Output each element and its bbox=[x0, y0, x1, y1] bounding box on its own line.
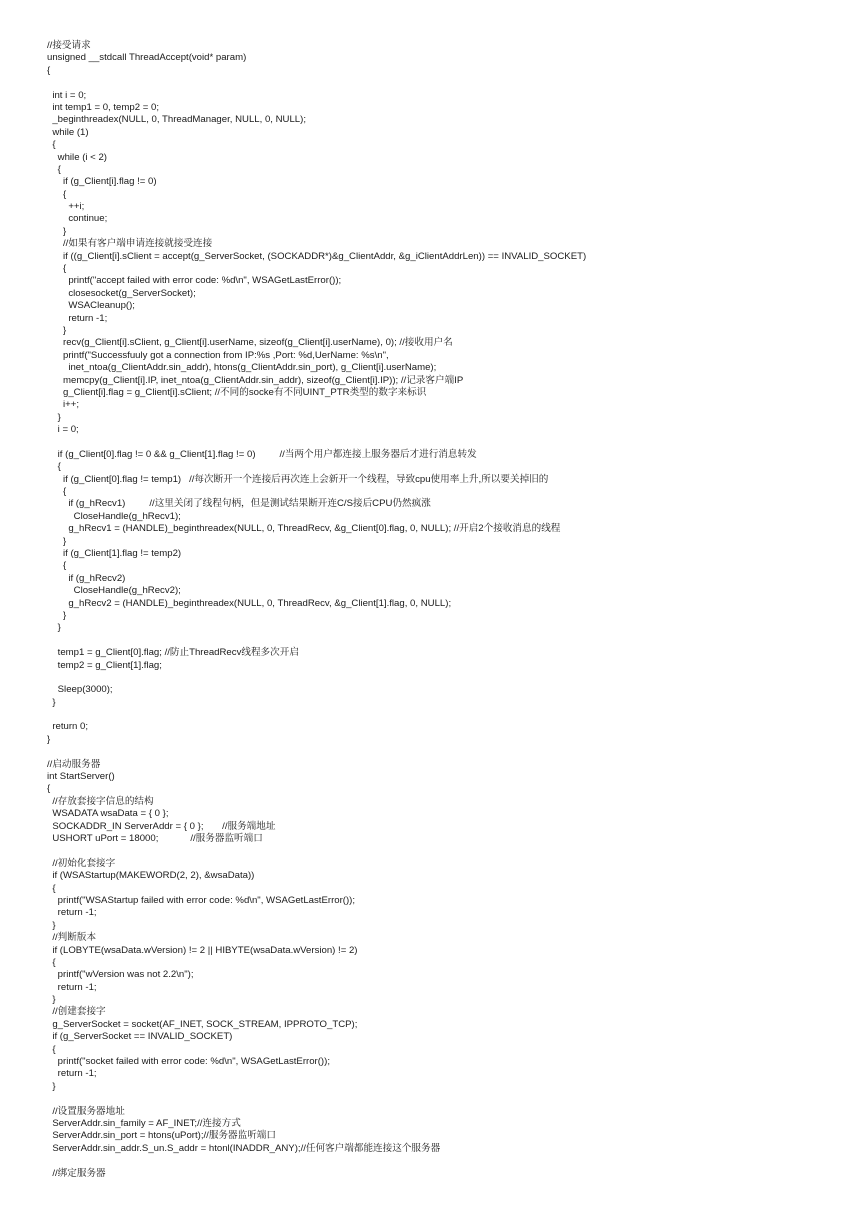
code-line: //接受请求 bbox=[47, 40, 91, 51]
code-line: g_Client[i].flag = g_Client[i].sClient; //不同的socke有不同UINT_PTR类型的数字来标识 bbox=[47, 386, 427, 398]
code-line: if (g_Client[0].flag != temp1) //每次断开一个连接后再次连上会新开一个线程，导致cpu使用率上升,所以要关掉旧的 bbox=[47, 473, 549, 485]
code-line: } bbox=[47, 919, 56, 931]
code-line: //如果有客户端申请连接就接受连接 bbox=[47, 238, 213, 250]
code-line: if (g_Client[1].flag != temp2) bbox=[47, 548, 182, 560]
code-line: unsigned __stdcall ThreadAccept(void* param) bbox=[47, 52, 247, 64]
code-line: return -1; bbox=[47, 312, 108, 324]
code-line: } bbox=[47, 324, 67, 336]
code-line: { bbox=[47, 1043, 56, 1055]
code-line: { bbox=[47, 188, 67, 200]
code-line: continue; bbox=[47, 213, 108, 225]
code-line: if (g_hRecv2) bbox=[47, 572, 126, 584]
code-line: ++i; bbox=[47, 201, 85, 213]
code-listing bbox=[47, 40, 847, 1180]
code-line: } bbox=[47, 1080, 56, 1092]
code-line: } bbox=[47, 733, 51, 745]
code-line: temp1 = g_Client[0].flag; //防止ThreadRecv线程多次开启 bbox=[47, 647, 299, 659]
code-line bbox=[47, 709, 847, 721]
code-line: temp2 = g_Client[1].flag; bbox=[47, 659, 162, 671]
code-line: if ((g_Client[i].sClient = accept(g_ServerSocket, (SOCKADDR*)&g_ClientAddr, &g_iClientAddrLen)) == INVALID_SOCKET) bbox=[47, 250, 587, 262]
code-line: g_hRecv2 = (HANDLE)_beginthreadex(NULL, 0, ThreadRecv, &g_Client[1].flag, 0, NULL); bbox=[47, 597, 452, 609]
code-line: i = 0; bbox=[47, 424, 79, 436]
code-line: { bbox=[47, 263, 67, 275]
code-line: } bbox=[47, 535, 67, 547]
code-line: } bbox=[47, 696, 56, 708]
code-line: while (i < 2) bbox=[47, 151, 107, 163]
code-line: //设置服务器地址 bbox=[47, 1105, 125, 1117]
code-line: return -1; bbox=[47, 1068, 97, 1080]
code-line: printf("wVersion was not 2.2\n"); bbox=[47, 969, 194, 981]
code-line: _beginthreadex(NULL, 0, ThreadManager, NULL, 0, NULL); bbox=[47, 114, 306, 126]
code-line: } bbox=[47, 622, 61, 634]
code-line: return 0; bbox=[47, 721, 89, 733]
code-line: if (LOBYTE(wsaData.wVersion) != 2 || HIBYTE(wsaData.wVersion) != 2) bbox=[47, 944, 358, 956]
code-line: //初始化套接字 bbox=[47, 857, 116, 869]
code-line: printf("WSAStartup failed with error code: %d\n", WSAGetLastError()); bbox=[47, 894, 356, 906]
code-line: //创建套接字 bbox=[47, 1006, 106, 1018]
code-line: int StartServer() bbox=[47, 771, 115, 783]
code-line: if (g_Client[i].flag != 0) bbox=[47, 176, 157, 188]
code-line: int i = 0; bbox=[47, 89, 87, 101]
code-line: closesocket(g_ServerSocket); bbox=[47, 287, 196, 299]
code-line: { bbox=[47, 64, 51, 76]
code-line: { bbox=[47, 783, 51, 795]
code-line: } bbox=[47, 225, 67, 237]
code-line: recv(g_Client[i].sClient, g_Client[i].userName, sizeof(g_Client[i].userName), 0); //接收用户名 bbox=[47, 337, 453, 349]
code-line bbox=[47, 746, 847, 758]
code-line: ServerAddr.sin_addr.S_un.S_addr = htonl(INADDR_ANY);//任何客户端都能连接这个服务器 bbox=[47, 1142, 441, 1154]
code-line: { bbox=[47, 163, 61, 175]
code-line: //存放套接字信息的结构 bbox=[47, 795, 154, 807]
code-line: int temp1 = 0, temp2 = 0; bbox=[47, 101, 159, 113]
code-line: printf("Successfuuly got a connection from IP:%s ,Port: %d,UerName: %s\n", bbox=[47, 349, 389, 361]
code-line: while (1) bbox=[47, 126, 89, 138]
code-line bbox=[47, 845, 847, 857]
code-line: USHORT uPort = 18000; //服务器监听端口 bbox=[47, 833, 263, 844]
code-line bbox=[47, 1155, 847, 1167]
code-line bbox=[47, 672, 847, 684]
code-line bbox=[47, 437, 847, 449]
code-line: SOCKADDR_IN ServerAddr = { 0 }; //服务端地址 bbox=[47, 820, 276, 832]
code-line: CloseHandle(g_hRecv2); bbox=[47, 585, 181, 597]
code-line: ServerAddr.sin_family = AF_INET;//连接方式 bbox=[47, 1117, 241, 1129]
code-line: if (g_hRecv1) //这里关闭了线程句柄，但是测试结果断开连C/S接后CPU仍然疯涨 bbox=[47, 498, 431, 510]
code-line bbox=[47, 77, 847, 89]
code-line: //判断版本 bbox=[47, 932, 97, 944]
code-line: i++; bbox=[47, 399, 79, 411]
code-line: { bbox=[47, 139, 56, 151]
code-line: } bbox=[47, 411, 61, 423]
code-line: return -1; bbox=[47, 981, 97, 993]
code-line: if (g_ServerSocket == INVALID_SOCKET) bbox=[47, 1031, 233, 1043]
code-line: if (WSAStartup(MAKEWORD(2, 2), &wsaData)) bbox=[47, 870, 255, 882]
code-line: { bbox=[47, 560, 67, 572]
code-line: //启动服务器 bbox=[47, 758, 101, 770]
code-line: { bbox=[47, 461, 61, 473]
code-line: { bbox=[47, 486, 67, 498]
code-line: } bbox=[47, 994, 56, 1006]
code-line bbox=[47, 1093, 847, 1105]
code-line: return -1; bbox=[47, 907, 97, 919]
code-line: inet_ntoa(g_ClientAddr.sin_addr), htons(g_ClientAddr.sin_port), g_Client[i].userName); bbox=[47, 362, 437, 374]
code-line: CloseHandle(g_hRecv1); bbox=[47, 510, 181, 522]
code-line: { bbox=[47, 956, 56, 968]
code-line: { bbox=[47, 882, 56, 894]
code-line bbox=[47, 635, 847, 647]
code-line: printf("socket failed with error code: %d\n", WSAGetLastError()); bbox=[47, 1056, 330, 1068]
code-line: g_hRecv1 = (HANDLE)_beginthreadex(NULL, 0, ThreadRecv, &g_Client[0].flag, 0, NULL); //开启2个接收消息的线程 bbox=[47, 523, 561, 535]
code-line: WSADATA wsaData = { 0 }; bbox=[47, 808, 169, 820]
code-line: Sleep(3000); bbox=[47, 684, 113, 696]
code-line: g_ServerSocket = socket(AF_INET, SOCK_STREAM, IPPROTO_TCP); bbox=[47, 1018, 358, 1030]
code-line: WSACleanup(); bbox=[47, 300, 135, 312]
code-line: } bbox=[47, 609, 67, 621]
code-line: ServerAddr.sin_port = htons(uPort);//服务器监听端口 bbox=[47, 1130, 276, 1142]
code-line: printf("accept failed with error code: %d\n", WSAGetLastError()); bbox=[47, 275, 342, 287]
code-line: memcpy(g_Client[i].IP, inet_ntoa(g_ClientAddr.sin_addr), sizeof(g_Client[i].IP)); //记录客户端IP bbox=[47, 374, 464, 386]
code-line: //绑定服务器 bbox=[47, 1167, 106, 1179]
code-line: if (g_Client[0].flag != 0 && g_Client[1].flag != 0) //当两个用户都连接上服务器后才进行消息转发 bbox=[47, 448, 477, 460]
